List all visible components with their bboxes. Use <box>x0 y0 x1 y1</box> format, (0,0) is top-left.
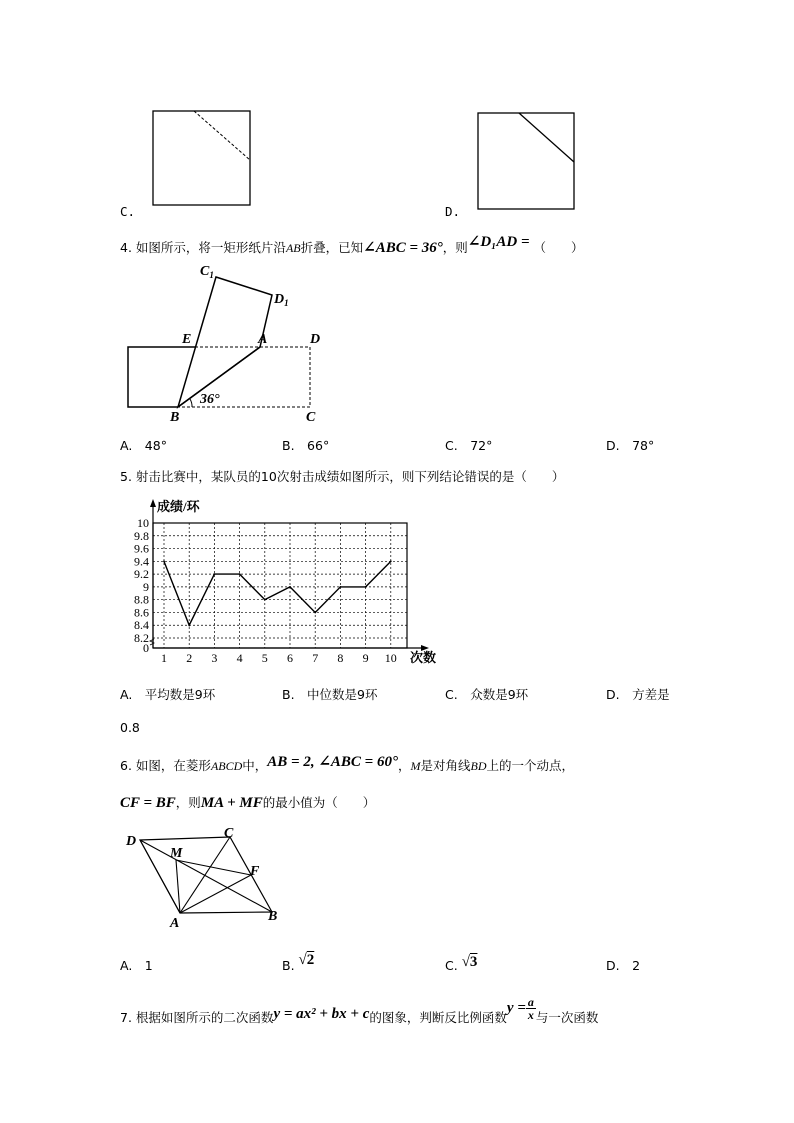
q6-m: M <box>410 759 421 773</box>
q4-text3: ，则 <box>442 240 468 255</box>
chart-y-axis-label: 成绩/环 <box>157 499 200 514</box>
q4-label-c1-sub: 1 <box>209 270 214 280</box>
q3-option-d-label: D. <box>445 204 461 219</box>
q6-stem-line1 <box>120 754 575 774</box>
q5-number: 5. <box>120 469 132 484</box>
q6-label-m: M <box>170 846 183 861</box>
chart-y-tick-label: 8.4 <box>134 618 149 633</box>
q3-solid-fold-d <box>519 113 574 162</box>
q4-angle-abc: ∠ABC = 36° <box>363 240 443 256</box>
q5-line-chart <box>120 495 450 675</box>
q6-text3: ， <box>397 758 411 773</box>
svg-text:D1 <box>273 292 289 308</box>
q6-option-c-label <box>445 954 478 974</box>
q4-blank: （ ） <box>533 240 584 255</box>
q7-text3: 与一次函数 <box>535 1010 599 1025</box>
chart-plot-frame <box>153 523 407 648</box>
q6-label-f: F <box>250 864 260 879</box>
chart-data-point <box>264 599 266 601</box>
chart-data-point <box>314 612 316 614</box>
q4-text1: 如图所示，将一矩形纸片沿 <box>135 240 286 255</box>
q6-text1: 如图，在菱形 <box>135 758 211 773</box>
q4-label-e: E <box>182 332 192 347</box>
chart-x-tick-label: 10 <box>384 651 397 665</box>
q4-ab: AB <box>285 241 301 255</box>
q4-label-b: B <box>170 410 180 425</box>
q7-stem <box>120 995 599 1031</box>
q4-rect-left <box>128 347 195 407</box>
q4-label-d: D <box>310 332 321 347</box>
q6-label-c: C <box>224 826 234 841</box>
q3-square-c <box>153 111 250 205</box>
q6-stem-line2 <box>120 795 375 811</box>
q4-angle-d1ad: ∠D₁AD = <box>467 234 530 250</box>
chart-series-line <box>164 561 391 625</box>
chart-y-tick-label: 8.2 <box>134 631 149 645</box>
chart-y-tick-label: 0 <box>143 641 149 655</box>
q4-option-d: D. 78° <box>606 438 655 453</box>
q6-diagonal-ac <box>180 837 230 913</box>
chart-data-point <box>188 624 190 626</box>
q4-rect-dashed <box>178 347 310 407</box>
q5-option-c: C. 众数是9环 <box>445 687 529 702</box>
q6-abcd: ABCD <box>210 759 243 773</box>
chart-y-tick-label: 9.6 <box>134 541 149 556</box>
q4-option-c: C. 72° <box>445 438 493 453</box>
q3-figure-d <box>475 110 577 212</box>
q7-text1: 根据如图所示的二次函数 <box>135 1010 274 1025</box>
q4-option-b: B. 66° <box>282 438 330 453</box>
chart-x-tick-label: 8 <box>337 651 344 665</box>
q4-number: 4. <box>120 240 132 255</box>
q6-ma-mf: MA + MF <box>200 795 263 811</box>
q4-label-a: A <box>258 332 268 347</box>
chart-x-tick-label: 1 <box>161 651 167 665</box>
q6-label-b: B <box>268 909 278 924</box>
q4-label-c1: C <box>200 265 210 279</box>
q6-text6: ，则 <box>175 795 201 810</box>
q6-text4: 是对角线 <box>420 758 471 773</box>
q7-frac-den: x <box>527 1008 534 1022</box>
q4-text2: 折叠，已知 <box>300 240 364 255</box>
q6-condition: AB = 2, ∠ABC = 60° <box>267 754 398 770</box>
q6-text7: 的最小值为（ ） <box>262 795 376 810</box>
chart-x-tick-label: 6 <box>287 651 293 665</box>
q5-stem <box>120 469 564 485</box>
chart-data-point <box>163 560 165 562</box>
q7-frac-num: a <box>527 995 534 1009</box>
chart-x-tick-label: 9 <box>362 651 369 665</box>
chart-data-point <box>214 573 216 575</box>
q4-label-d1-sub: 1 <box>284 298 289 308</box>
q5-option-a: A. 平均数是9环 <box>120 687 216 702</box>
q6-option-a: A. 1 <box>120 958 153 973</box>
q7-number: 7. <box>120 1010 132 1025</box>
q6-rhombus-figure <box>120 825 290 930</box>
q5-option-d: D. 方差是 <box>606 687 670 702</box>
chart-data-point <box>289 586 291 588</box>
chart-x-tick-label: 2 <box>186 651 193 665</box>
q5-option-d-cont: 0.8 <box>120 720 140 735</box>
chart-data-point <box>239 573 241 575</box>
q6-cf-bf: CF = BF <box>120 795 176 811</box>
q3-option-c-label: C. <box>120 204 136 219</box>
chart-y-tick-label: 9.4 <box>134 554 149 569</box>
q7-frac-y: y = <box>506 1000 526 1016</box>
chart-y-tick-label: 10 <box>137 516 149 530</box>
q6-sqrt3: 3 <box>469 954 478 970</box>
q6-number: 6. <box>120 758 132 773</box>
q6-option-b: B. <box>282 958 295 973</box>
chart-data-point <box>365 586 367 588</box>
q6-option-c-value: √3 <box>461 954 478 970</box>
q6-label-d: D <box>126 834 137 849</box>
q4-label-d1: D <box>274 292 285 307</box>
q4-stem <box>120 234 584 256</box>
q4-angle-arc <box>190 399 192 407</box>
q6-option-c: C. <box>445 958 458 973</box>
q6-sqrt2: 2 <box>306 952 315 968</box>
q7-text2: 的图象，判断反比例函数 <box>369 1010 507 1025</box>
q5-option-b: B. 中位数是9环 <box>282 687 378 702</box>
q6-text5: 上的一个动点， <box>486 758 575 773</box>
q4-label-c: C <box>306 410 316 425</box>
q6-segment-ma <box>176 860 180 913</box>
q6-option-d: D. 2 <box>606 958 641 973</box>
q5-text: 射击比赛中，某队员的10次射击成绩如图所示，则下列结论错误的是（ ） <box>135 469 565 484</box>
chart-y-axis-arrow <box>150 499 156 507</box>
chart-y-tick-label: 9.8 <box>134 528 149 543</box>
q6-label-a: A <box>170 916 180 930</box>
chart-y-tick-label: 8.6 <box>134 605 149 620</box>
q3-dashed-fold-c <box>194 111 250 160</box>
chart-data-point <box>340 586 342 588</box>
chart-data-point <box>390 560 392 562</box>
q3-square-d <box>478 113 574 209</box>
q4-option-a: A. 48° <box>120 438 167 453</box>
chart-x-tick-label: 3 <box>211 651 218 665</box>
q4-label-angle: 36° <box>200 392 220 407</box>
q6-option-b-label <box>282 952 315 974</box>
q7-fraction <box>526 996 536 1021</box>
chart-y-tick-label: 9.2 <box>134 567 149 582</box>
q6-option-b-value: √2 <box>298 952 315 968</box>
q7-quadratic: y = ax² + bx + c <box>273 1006 370 1022</box>
q6-bd: BD <box>470 759 487 773</box>
q6-text2: 中， <box>242 758 268 773</box>
chart-y-tick-label: 9 <box>143 579 149 594</box>
chart-x-tick-label: 5 <box>261 651 268 665</box>
chart-y-tick-label: 8.8 <box>134 592 149 607</box>
chart-x-tick-label: 4 <box>236 651 243 665</box>
svg-text:C1 <box>200 265 214 280</box>
chart-x-tick-label: 7 <box>312 651 319 665</box>
q4-figure <box>120 265 340 425</box>
chart-x-axis-label: 次数 <box>410 650 437 665</box>
q3-figure-c <box>150 108 255 208</box>
